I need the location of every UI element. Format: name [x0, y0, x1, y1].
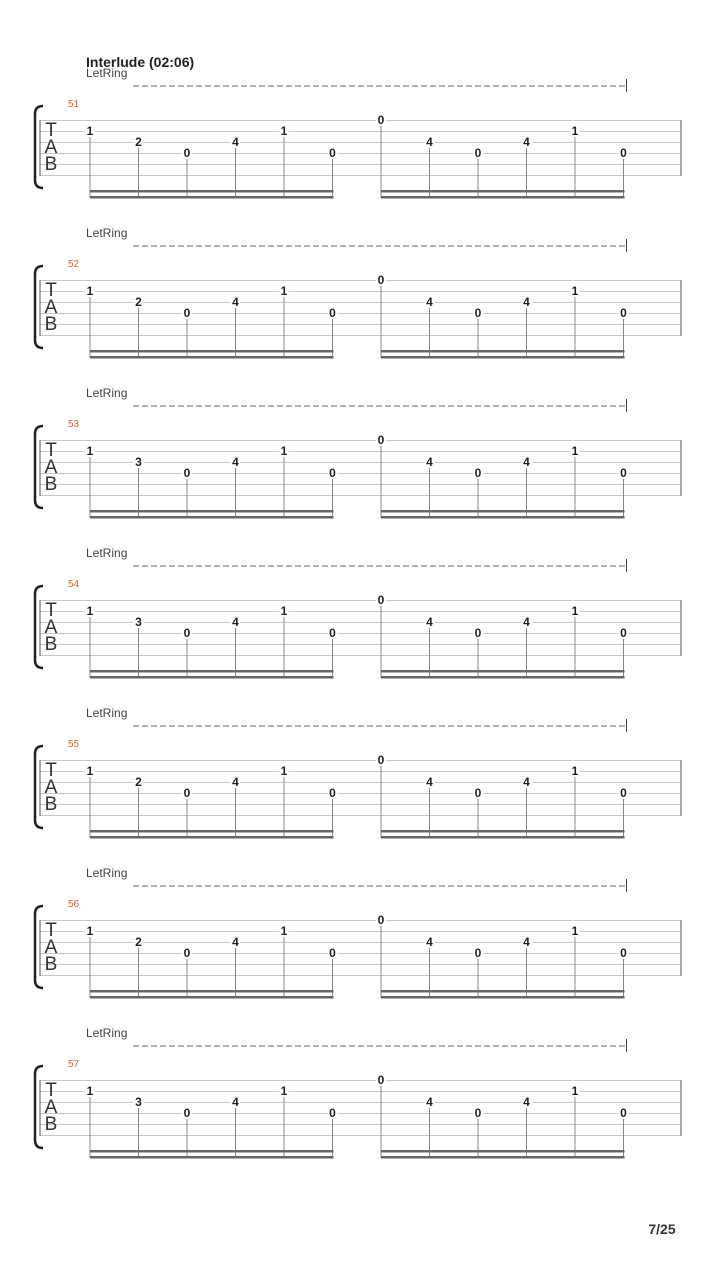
beam	[90, 676, 334, 679]
tab-clef-b: B	[44, 794, 58, 815]
tab-clef-b: B	[44, 634, 58, 655]
beam	[381, 1150, 625, 1153]
fret-number: 4	[426, 455, 433, 469]
fret-number: 0	[377, 753, 385, 767]
beam	[381, 1156, 625, 1159]
tab-clef-a: A	[44, 617, 58, 638]
beam	[381, 676, 625, 679]
beam	[381, 836, 625, 839]
fret-number: 1	[571, 1084, 579, 1098]
fret-number: 0	[474, 946, 482, 960]
fret-number: 4	[426, 135, 433, 149]
fret-number: 0	[377, 433, 385, 447]
tab-clef-t: T	[45, 120, 57, 141]
fret-number: 0	[620, 306, 627, 320]
fret-number: 1	[86, 444, 94, 458]
beam	[90, 836, 334, 839]
fret-number: 1	[571, 764, 579, 778]
tab-clef-b: B	[44, 954, 58, 975]
fret-number: 0	[183, 306, 191, 320]
let-ring-label: LetRing	[86, 66, 128, 80]
measure-number: 53	[68, 419, 80, 430]
fret-number: 0	[620, 946, 627, 960]
fret-number: 0	[474, 146, 482, 160]
beam	[381, 196, 625, 199]
beam	[90, 670, 334, 673]
beam	[90, 190, 334, 193]
fret-number: 0	[329, 946, 336, 960]
tab-clef-a: A	[44, 1097, 58, 1118]
tab-system	[35, 866, 681, 999]
beam	[381, 510, 625, 513]
fret-number: 0	[377, 113, 385, 127]
beam	[90, 830, 334, 833]
fret-number: 0	[377, 273, 385, 287]
tab-clef-a: A	[44, 297, 58, 318]
fret-number: 0	[377, 593, 385, 607]
fret-number: 3	[135, 1095, 142, 1109]
tab-clef-b: B	[44, 154, 58, 175]
fret-number: 0	[474, 466, 482, 480]
fret-number: 0	[183, 786, 191, 800]
tab-clef-b: B	[44, 314, 58, 335]
fret-number: 4	[523, 615, 530, 629]
fret-number: 2	[135, 935, 142, 949]
let-ring-label: LetRing	[86, 546, 128, 560]
fret-number: 1	[280, 284, 288, 298]
tab-clef-a: A	[44, 937, 58, 958]
tab-clef-a: A	[44, 457, 58, 478]
fret-number: 1	[280, 604, 288, 618]
fret-number: 0	[329, 786, 336, 800]
beam	[90, 350, 334, 353]
tab-system	[35, 1026, 681, 1159]
fret-number: 4	[232, 615, 239, 629]
fret-number: 1	[571, 924, 579, 938]
fret-number: 0	[620, 146, 627, 160]
fret-number: 1	[86, 764, 94, 778]
fret-number: 3	[135, 615, 142, 629]
tab-clef-t: T	[45, 600, 57, 621]
fret-number: 4	[426, 1095, 433, 1109]
fret-number: 4	[232, 1095, 239, 1109]
tab-system	[35, 546, 681, 679]
beam	[381, 350, 625, 353]
measure-number: 56	[68, 899, 80, 910]
fret-number: 4	[523, 775, 530, 789]
tab-clef-t: T	[45, 440, 57, 461]
fret-number: 0	[474, 786, 482, 800]
fret-number: 3	[135, 455, 142, 469]
fret-number: 2	[135, 295, 142, 309]
beam	[90, 990, 334, 993]
fret-number: 1	[86, 604, 94, 618]
beam	[381, 990, 625, 993]
let-ring-label: LetRing	[86, 1026, 128, 1040]
beam	[90, 510, 334, 513]
fret-number: 4	[232, 455, 239, 469]
fret-number: 0	[329, 466, 336, 480]
fret-number: 0	[329, 1106, 336, 1120]
fret-number: 0	[183, 146, 191, 160]
tab-clef-b: B	[44, 1114, 58, 1135]
beam	[90, 996, 334, 999]
fret-number: 4	[426, 775, 433, 789]
let-ring-label: LetRing	[86, 706, 128, 720]
beam	[90, 1150, 334, 1153]
fret-number: 4	[232, 295, 239, 309]
measure-number: 57	[68, 1059, 80, 1070]
measure-number: 52	[68, 259, 80, 270]
beam	[90, 356, 334, 359]
tab-clef-b: B	[44, 474, 58, 495]
beam	[90, 1156, 334, 1159]
fret-number: 0	[329, 626, 336, 640]
fret-number: 1	[280, 764, 288, 778]
beam	[90, 196, 334, 199]
fret-number: 0	[377, 913, 385, 927]
measure-number: 54	[68, 579, 80, 590]
section-title: Interlude (02:06)	[86, 54, 195, 70]
fret-number: 4	[232, 775, 239, 789]
fret-number: 2	[135, 135, 142, 149]
fret-number: 1	[571, 604, 579, 618]
fret-number: 1	[571, 284, 579, 298]
tab-clef-a: A	[44, 777, 58, 798]
tab-system	[35, 706, 681, 839]
let-ring-label: LetRing	[86, 226, 128, 240]
fret-number: 0	[183, 466, 191, 480]
fret-number: 4	[523, 135, 530, 149]
fret-number: 1	[571, 444, 579, 458]
fret-number: 4	[426, 935, 433, 949]
fret-number: 4	[232, 135, 239, 149]
beam	[381, 670, 625, 673]
fret-number: 0	[183, 1106, 191, 1120]
fret-number: 4	[523, 1095, 530, 1109]
fret-number: 0	[620, 466, 627, 480]
fret-number: 0	[620, 786, 627, 800]
tab-clef-a: A	[44, 137, 58, 158]
fret-number: 0	[620, 626, 627, 640]
measure-number: 55	[68, 739, 80, 750]
tab-clef-t: T	[45, 280, 57, 301]
fret-number: 1	[86, 284, 94, 298]
fret-number: 0	[620, 1106, 627, 1120]
tab-clef-t: T	[45, 760, 57, 781]
fret-number: 4	[426, 295, 433, 309]
fret-number: 1	[86, 1084, 94, 1098]
fret-number: 1	[280, 124, 288, 138]
fret-number: 1	[86, 124, 94, 138]
fret-number: 0	[377, 1073, 385, 1087]
beam	[381, 190, 625, 193]
tab-clef-t: T	[45, 1080, 57, 1101]
beam	[381, 996, 625, 999]
beam	[381, 516, 625, 519]
measure-number: 51	[68, 99, 80, 110]
fret-number: 4	[523, 455, 530, 469]
beam	[90, 516, 334, 519]
fret-number: 0	[183, 946, 191, 960]
tab-clef-t: T	[45, 920, 57, 941]
fret-number: 1	[86, 924, 94, 938]
fret-number: 4	[523, 295, 530, 309]
fret-number: 1	[280, 924, 288, 938]
page-number: 7/25	[648, 1221, 676, 1237]
fret-number: 4	[232, 935, 239, 949]
tab-system	[35, 386, 681, 519]
beam	[381, 356, 625, 359]
fret-number: 0	[474, 626, 482, 640]
fret-number: 1	[280, 1084, 288, 1098]
tab-system	[35, 66, 681, 199]
fret-number: 4	[523, 935, 530, 949]
fret-number: 0	[474, 306, 482, 320]
tab-system	[35, 226, 681, 359]
fret-number: 0	[474, 1106, 482, 1120]
fret-number: 1	[280, 444, 288, 458]
fret-number: 0	[329, 146, 336, 160]
let-ring-label: LetRing	[86, 386, 128, 400]
fret-number: 0	[183, 626, 191, 640]
let-ring-label: LetRing	[86, 866, 128, 880]
fret-number: 4	[426, 615, 433, 629]
beam	[381, 830, 625, 833]
fret-number: 1	[571, 124, 579, 138]
fret-number: 2	[135, 775, 142, 789]
fret-number: 0	[329, 306, 336, 320]
